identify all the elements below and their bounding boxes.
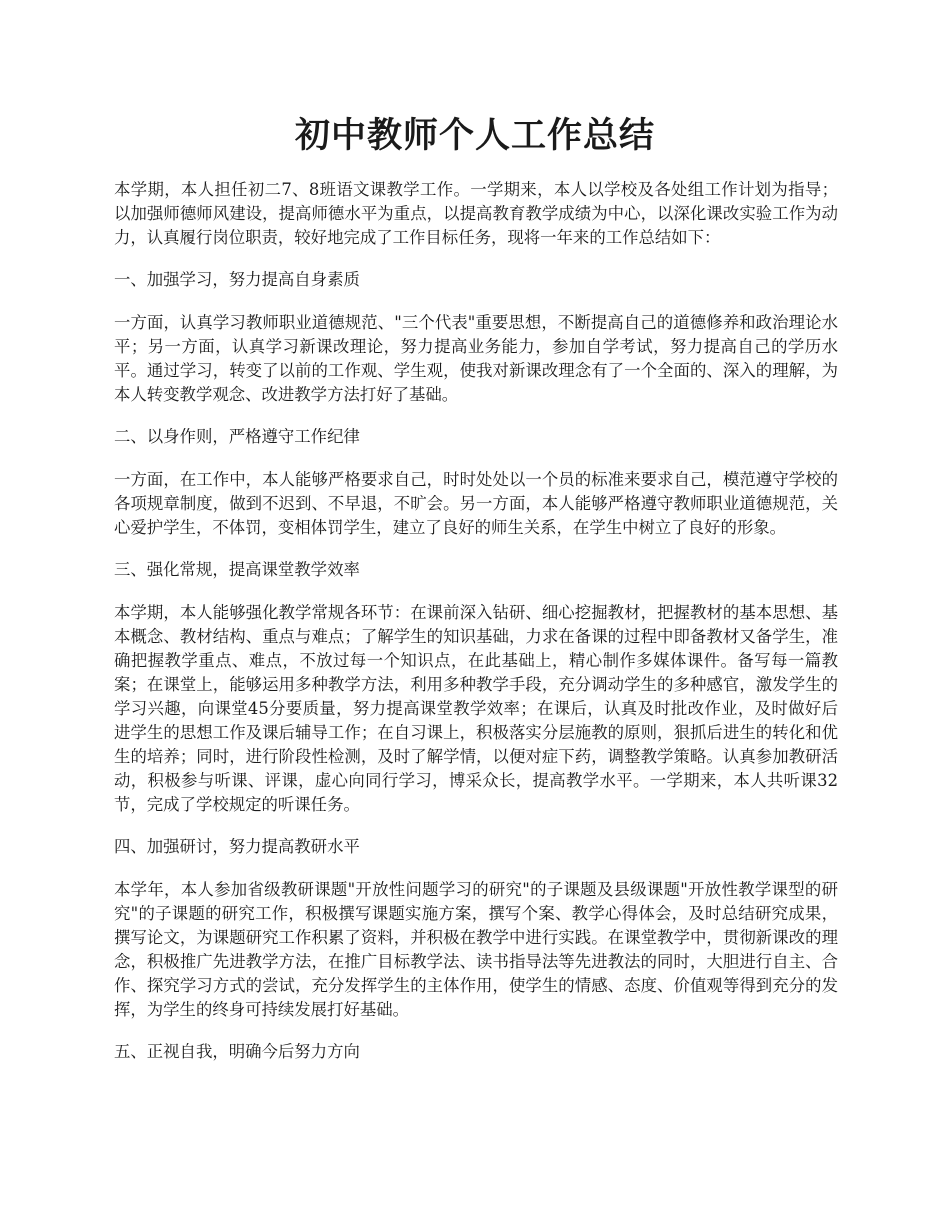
section-heading-1: 一、加强学习，努力提高自身素质 (114, 270, 360, 289)
document-title: 初中教师个人工作总结 (294, 115, 655, 156)
intro-paragraph: 本学期，本人担任初二7、8班语文课教学工作。一学期来，本人以学校及各处组工作计划为指导；以加强师德师风建设，提高师德水平为重点，以提高教育教学成绩为中心，以深化课改实验工作为动力，认真履行岗位职责，较好地完成了工作目标任务，现将一年来的工作总结如下： (114, 180, 838, 247)
section-paragraph-3: 本学期，本人能够强化教学常规各环节：在课前深入钻研、细心挖掘教材，把握教材的基本思想、基本概念、教材结构、重点与难点；了解学生的知识基础，力求在备课的过程中即备教材又备学生，准确把握教学重点、难点，不放过每一个知识点，在此基础上，精心制作多媒体课件。备写每一篇教案；在课堂上，能够运用多种教学方法，利用多种教学手段，充分调动学生的多种感官，激发学生的学习兴趣，向课堂45分要质量，努力提高课堂教学效率；在课后，认真及时批改作业，及时做好后进学生的思想工作及课后辅导工作；在自习课上，积极落实分层施教的原则，狠抓后进生的转化和优生的培养；同时，进行阶段性检测，及时了解学情，以便对症下药，调整教学策略。认真参加教研活动，积极参与听课、评课，虚心向同行学习，博采众长，提高教学水平。一学期来，本人共听课32节，完成了学校规定的听课任务。 (114, 603, 838, 814)
section-paragraph-4: 本学年，本人参加省级教研课题"开放性问题学习的研究"的子课题及县级课题"开放性教学课型的研究"的子课题的研究工作，积极撰写课题实施方案，撰写个案、教学心得体会，及时总结研究成果，撰写论文，为课题研究工作积累了资料，并积极在教学中进行实践。在课堂教学中，贯彻新课改的理念，积极推广先进教学方法，在推广目标教学法、读书指导法等先进教法的同时，大胆进行自主、合作、探究学习方式的尝试，充分发挥学生的主体作用，使学生的情感、态度、价值观等得到充分的发挥，为学生的终身可持续发展打好基础。 (114, 880, 838, 1019)
section-paragraph-1: 一方面，认真学习教师职业道德规范、"三个代表"重要思想，不断提高自己的道德修养和政治理论水平；另一方面，认真学习新课改理论，努力提高业务能力，参加自学考试，努力提高自己的学历水平。通过学习，转变了以前的工作观、学生观，使我对新课改理念有了一个全面的、深入的理解，为本人转变教学观念、改进教学方法打好了基础。 (114, 313, 838, 404)
document-body (114, 178, 838, 1083)
section-paragraph-2: 一方面，在工作中，本人能够严格要求自己，时时处处以一个员的标准来要求自己，模范遵守学校的各项规章制度，做到不迟到、不早退，不旷会。另一方面，本人能够严格遵守教师职业道德规范，关心爱护学生，不体罚，变相体罚学生，建立了良好的师生关系，在学生中树立了良好的形象。 (114, 470, 838, 537)
section-heading-5: 五、正视自我，明确今后努力方向 (114, 1042, 360, 1061)
section-heading-2: 二、以身作则，严格遵守工作纪律 (114, 427, 360, 446)
section-heading-4: 四、加强研讨，努力提高教研水平 (114, 837, 360, 856)
section-heading-3: 三、强化常规，提高课堂教学效率 (114, 560, 360, 579)
